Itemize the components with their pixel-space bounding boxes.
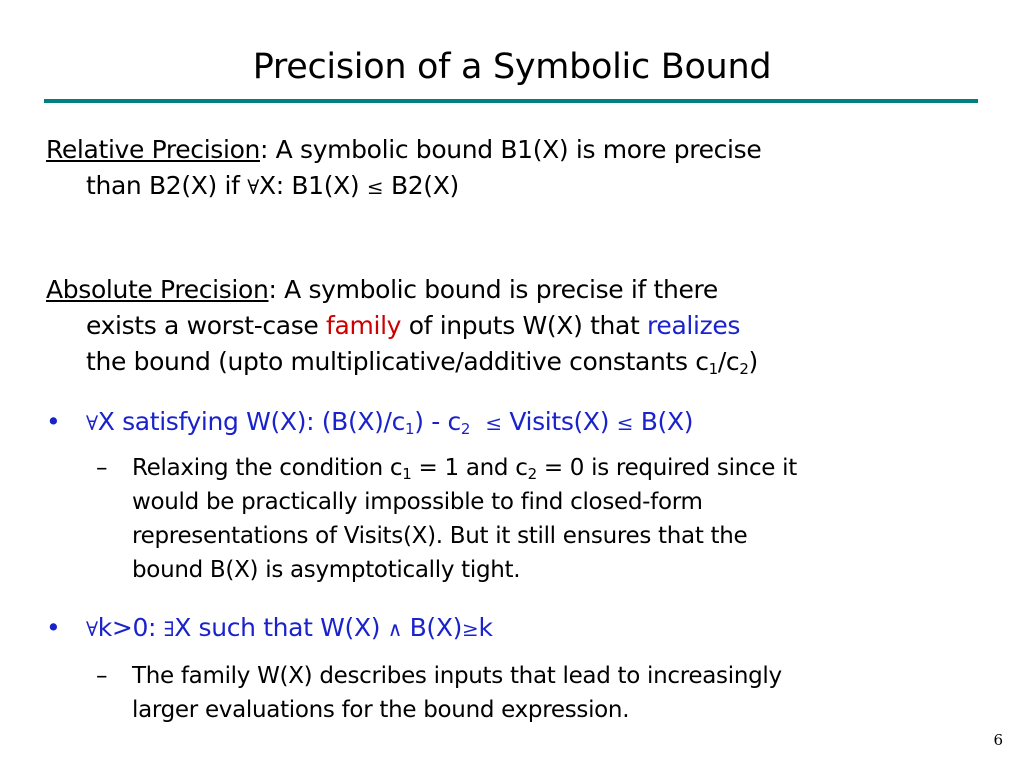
absolute-precision-paragraph [46,272,981,380]
absolute-precision-term: Absolute Precision [46,275,269,304]
title-divider [44,99,978,103]
sub-bullet-marker: – [96,455,108,481]
page-number: 6 [993,731,1003,749]
bullet-marker: • [46,407,61,436]
forall-symbol: ∀ [86,617,98,641]
bullet-marker: • [46,613,61,642]
absolute-line-3: the bound (upto multiplicative/additive constants $c_1/c_2$) [86,347,758,378]
exists-symbol: ∃ [163,617,175,641]
sub-bullet-text: The family W(X) describes inputs that lead to increasingly larger evaluations for the bound expression. [132,663,782,723]
absolute-line-2: exists a worst-case family of inputs W(X) that realizes [86,311,741,340]
forall-symbol: ∀ [86,411,98,435]
sub-bullet-marker: – [96,663,108,689]
bullet-text: ∀X satisfying W(X): $(B(X)/c_1) - c_2$ ≤ Visits(X) ≤ B(X) [86,407,694,438]
sub-bullet-text: Relaxing the condition $c_1 = 1$ and $c_2 = 0$ is required since it would be practically impossible to find closed-form representations of Visits(X). But it still ensures that the bound B(X) is asymptotically tight. [132,455,797,583]
relative-precision-paragraph [46,132,981,205]
leq-symbol: ≤ [485,411,502,435]
relative-line-1: Relative Precision: A symbolic bound B1(X) is more precise [46,135,762,164]
absolute-line-1: Absolute Precision: A symbolic bound is precise if there [46,275,718,304]
family-keyword: family [326,311,402,340]
geq-symbol: ≥ [462,617,479,641]
realizes-keyword: realizes [647,311,741,340]
leq-symbol: ≤ [366,175,384,199]
and-symbol: ∧ [387,617,403,641]
bullet-text: ∀k>0: ∃X such that W(X) ∧ B(X)≥k [86,613,493,642]
relative-precision-term: Relative Precision [46,135,261,164]
relative-line-2: than B2(X) if ∀X: B1(X) ≤ B2(X) [86,171,459,200]
forall-symbol: ∀ [247,175,259,199]
leq-symbol: ≤ [616,411,634,435]
slide-title: Precision of a Symbolic Bound [252,47,772,87]
